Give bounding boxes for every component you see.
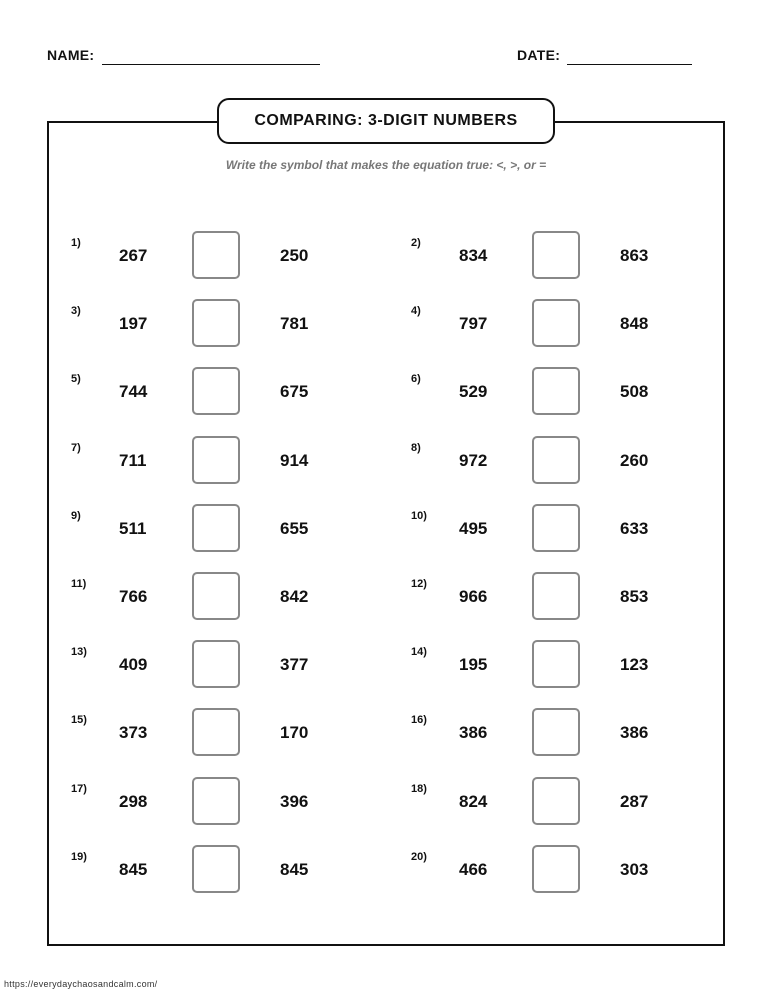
left-number: 972	[459, 451, 488, 470]
problem-number: 19)	[71, 851, 87, 863]
right-number: 123	[620, 655, 649, 674]
left-number: 298	[119, 792, 148, 811]
answer-box[interactable]	[532, 777, 580, 825]
left-number: 744	[119, 382, 148, 401]
problem-number: 14)	[411, 646, 427, 658]
problem-item	[411, 640, 711, 690]
answer-box[interactable]	[532, 640, 580, 688]
answer-box[interactable]	[532, 708, 580, 756]
right-number: 170	[280, 723, 309, 742]
problem-number: 9)	[71, 510, 81, 522]
worksheet-title-text: COMPARING: 3-DIGIT NUMBERS	[254, 112, 518, 129]
right-number: 655	[280, 519, 309, 538]
left-number: 845	[119, 860, 148, 879]
answer-box[interactable]	[192, 777, 240, 825]
problem-number: 12)	[411, 578, 427, 590]
problem-item	[71, 436, 371, 486]
problem-number: 16)	[411, 714, 427, 726]
right-number: 287	[620, 792, 649, 811]
problem-item	[71, 640, 371, 690]
right-number: 848	[620, 314, 649, 333]
left-number: 195	[459, 655, 488, 674]
problem-number: 13)	[71, 646, 87, 658]
left-number: 766	[119, 587, 148, 606]
answer-box[interactable]	[532, 504, 580, 552]
problem-item	[71, 845, 371, 895]
answer-box[interactable]	[532, 436, 580, 484]
footer-url: https://everydaychaosandcalm.com/	[4, 979, 158, 989]
answer-box[interactable]	[192, 845, 240, 893]
left-number: 834	[459, 246, 488, 265]
date-label: DATE:	[517, 47, 561, 63]
answer-box[interactable]	[192, 504, 240, 552]
worksheet-title	[217, 98, 555, 144]
date-line[interactable]	[567, 64, 692, 65]
problem-number: 2)	[411, 237, 421, 249]
answer-box[interactable]	[192, 572, 240, 620]
problem-number: 5)	[71, 373, 81, 385]
right-number: 260	[620, 451, 649, 470]
answer-box[interactable]	[532, 231, 580, 279]
problem-item	[411, 436, 711, 486]
right-number: 845	[280, 860, 309, 879]
left-number: 373	[119, 723, 148, 742]
answer-box[interactable]	[192, 231, 240, 279]
instructions: Write the symbol that makes the equation true: <, >, or =	[225, 158, 547, 172]
problem-item	[71, 777, 371, 827]
right-number: 675	[280, 382, 309, 401]
problem-number: 17)	[71, 783, 87, 795]
left-number: 386	[459, 723, 488, 742]
problem-number: 6)	[411, 373, 421, 385]
problem-number: 4)	[411, 305, 421, 317]
right-number: 863	[620, 246, 649, 265]
problem-item	[411, 708, 711, 758]
answer-box[interactable]	[192, 299, 240, 347]
problem-item	[411, 231, 711, 281]
problem-item	[71, 504, 371, 554]
answer-box[interactable]	[532, 299, 580, 347]
right-number: 633	[620, 519, 649, 538]
problem-number: 15)	[71, 714, 87, 726]
problem-number: 8)	[411, 442, 421, 454]
left-number: 711	[119, 451, 147, 470]
answer-box[interactable]	[532, 572, 580, 620]
problem-number: 1)	[71, 237, 81, 249]
problem-item	[411, 367, 711, 417]
problem-item	[411, 845, 711, 895]
left-number: 966	[459, 587, 488, 606]
left-number: 466	[459, 860, 488, 879]
left-number: 409	[119, 655, 148, 674]
left-number: 824	[459, 792, 488, 811]
right-number: 386	[620, 723, 649, 742]
left-number: 797	[459, 314, 488, 333]
left-number: 197	[119, 314, 148, 333]
name-label: NAME:	[47, 47, 95, 63]
left-number: 495	[459, 519, 488, 538]
right-number: 781	[280, 314, 309, 333]
problem-item	[411, 777, 711, 827]
problem-item	[71, 299, 371, 349]
problem-number: 3)	[71, 305, 81, 317]
problem-item	[411, 299, 711, 349]
problem-item	[411, 504, 711, 554]
problem-number: 10)	[411, 510, 427, 522]
name-line[interactable]	[102, 64, 320, 65]
right-number: 853	[620, 587, 649, 606]
problem-item	[411, 572, 711, 622]
right-number: 396	[280, 792, 309, 811]
left-number: 511	[119, 519, 147, 538]
problem-item	[71, 367, 371, 417]
right-number: 842	[280, 587, 309, 606]
problem-number: 18)	[411, 783, 427, 795]
answer-box[interactable]	[532, 845, 580, 893]
answer-box[interactable]	[532, 367, 580, 415]
problem-item	[71, 572, 371, 622]
right-number: 303	[620, 860, 649, 879]
answer-box[interactable]	[192, 708, 240, 756]
left-number: 267	[119, 246, 148, 265]
answer-box[interactable]	[192, 367, 240, 415]
right-number: 250	[280, 246, 309, 265]
answer-box[interactable]	[192, 436, 240, 484]
left-number: 529	[459, 382, 488, 401]
problem-number: 11)	[71, 578, 87, 590]
answer-box[interactable]	[192, 640, 240, 688]
problem-number: 20)	[411, 851, 427, 863]
right-number: 377	[280, 655, 309, 674]
right-number: 914	[280, 451, 309, 470]
problem-number: 7)	[71, 442, 81, 454]
right-number: 508	[620, 382, 649, 401]
problem-item	[71, 708, 371, 758]
problem-item	[71, 231, 371, 281]
